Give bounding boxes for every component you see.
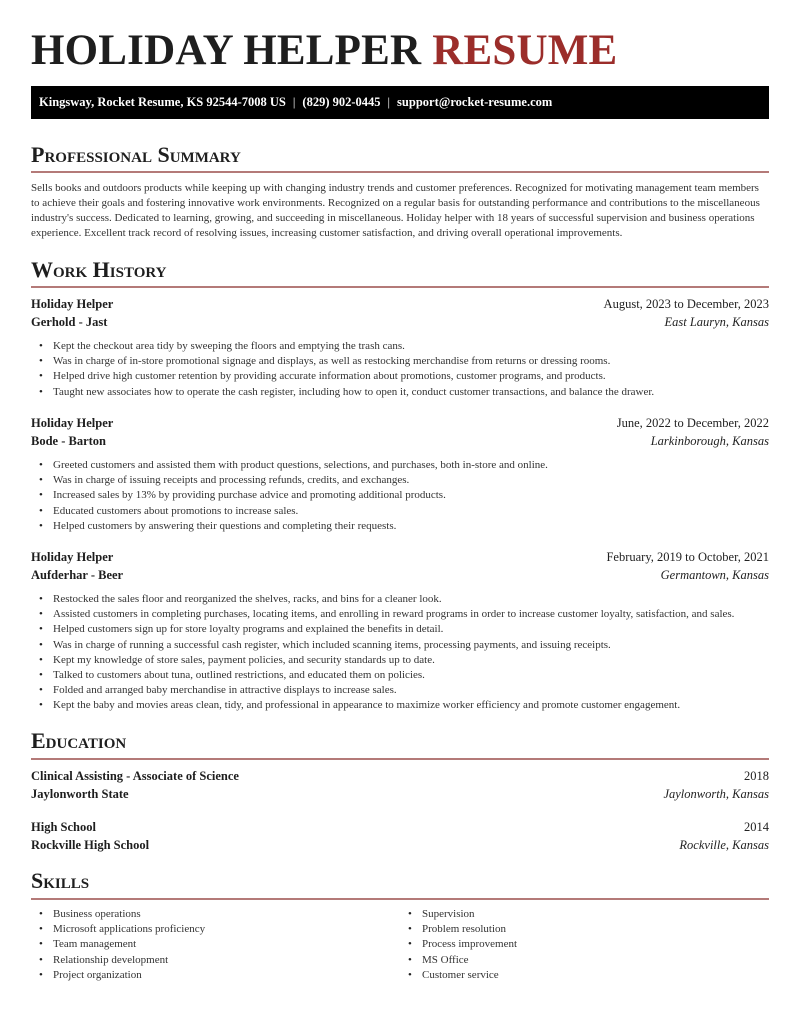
skill-item: • Relationship development [31, 953, 400, 968]
job-title: Holiday Helper [31, 416, 114, 430]
address: Kingsway, Rocket Resume, KS 92544-7008 US [39, 95, 286, 109]
list-item: • Helped customers sign up for store loyalty programs and explained the benefits in detail. [31, 622, 769, 637]
job-location: East Lauryn, Kansas [664, 315, 769, 329]
list-item: • Kept the baby and movies areas clean, tidy, and professional in appearance to maximize worker efficiency and promote customer engagement. [31, 698, 769, 713]
year: 2018 [744, 769, 769, 783]
job-entry [31, 548, 769, 714]
list-item: • Taught new associates how to operate the cash register, including how to open it, conduct customer transactions, and balance the drawer. [31, 385, 769, 400]
job-dates: June, 2022 to December, 2022 [616, 416, 769, 430]
job-title: Holiday Helper [31, 550, 114, 564]
company: Aufderhar - Beer [31, 568, 124, 582]
skill-item: • Customer service [400, 968, 769, 983]
education-entry [31, 767, 769, 803]
list-item: • Talked to customers about tuna, outlined restrictions, and educated them on policies. [31, 668, 769, 683]
list-item: • Greeted customers and assisted them with product questions, selections, and purchases, both in-store and online. [31, 458, 769, 473]
divider [31, 758, 769, 760]
job-bullets [31, 592, 769, 714]
skills-list [31, 907, 769, 983]
job-bullets [31, 458, 769, 534]
skill-item: • Process improvement [400, 937, 769, 952]
summary-heading: Professional Summary [31, 142, 241, 167]
job-title: Holiday Helper [31, 297, 114, 311]
education-heading: Education [31, 728, 127, 753]
list-item: • Assisted customers in completing purchases, locating items, and enrolling in reward programs in order to increase customer loyalty, satisfaction, and sales. [31, 607, 769, 622]
job-bullets [31, 339, 769, 400]
skill-item: • Business operations [31, 907, 400, 922]
list-item: • Increased sales by 13% by providing purchase advice and promoting additional products. [31, 488, 769, 503]
skill-item: • Problem resolution [400, 922, 769, 937]
list-item: • Educated customers about promotions to increase sales. [31, 504, 769, 519]
phone: (829) 902-0445 [302, 95, 381, 109]
job-location: Larkinborough, Kansas [650, 434, 769, 448]
degree: Clinical Assisting - Associate of Science [31, 769, 239, 783]
skills-column-left [31, 907, 400, 983]
degree: High School [31, 820, 96, 834]
title-accent: RESUME [432, 27, 618, 74]
year: 2014 [744, 820, 769, 834]
divider [31, 171, 769, 173]
work-history-heading: Work History [31, 257, 167, 282]
list-item: • Helped customers by answering their questions and completing their requests. [31, 519, 769, 534]
skills-heading: Skills [31, 868, 90, 893]
email[interactable]: support@rocket-resume.com [397, 95, 553, 109]
job-entry [31, 414, 769, 534]
list-item: • Folded and arranged baby merchandise in attractive displays to increase sales. [31, 683, 769, 698]
contact-bar [31, 86, 769, 119]
skill-item: • Project organization [31, 968, 400, 983]
job-dates: February, 2019 to October, 2021 [606, 550, 769, 564]
skills-column-right [400, 907, 769, 983]
skill-item: • MS Office [400, 953, 769, 968]
company: Gerhold - Jast [31, 315, 108, 329]
title-main: HOLIDAY HELPER [31, 27, 422, 74]
skill-item: • Supervision [400, 907, 769, 922]
list-item: • Helped drive high customer retention by providing accurate information about promotions, customer programs, and products. [31, 369, 769, 384]
resume-title [31, 26, 769, 76]
school: Jaylonworth State [31, 787, 129, 801]
location: Rockville, Kansas [679, 838, 769, 852]
job-dates: August, 2023 to December, 2023 [603, 297, 769, 311]
divider [31, 898, 769, 900]
list-item: • Was in charge of issuing receipts and processing refunds, credits, and exchanges. [31, 473, 769, 488]
summary-text: Sells books and outdoors products while keeping up with changing industry trends and customer preferences. Recognized for motivating management team members to achieve their goals and fostering innovative work environments. Recognized on a regular basis for outstanding performance and contributions to the miscellaneous industry's success. Dedicated to learning, growing, and succeeding in miscellaneous. Holiday helper with 18 years of successful supervision and business operations experience. Excellent track record of resolving issues, increasing customer satisfaction, and driving overall operational improvements. [31, 182, 760, 239]
skill-item: • Team management [31, 937, 400, 952]
list-item: • Kept the checkout area tidy by sweeping the floors and emptying the trash cans. [31, 339, 769, 354]
separator: | [292, 95, 296, 109]
list-item: • Kept my knowledge of store sales, payment policies, and security standards up to date. [31, 653, 769, 668]
job-location: Germantown, Kansas [660, 568, 769, 582]
separator: | [387, 95, 391, 109]
location: Jaylonworth, Kansas [663, 787, 769, 801]
list-item: • Was in charge of running a successful cash register, which included scanning items, processing payments, and issuing receipts. [31, 638, 769, 653]
company: Bode - Barton [31, 434, 106, 448]
list-item: • Was in charge of in-store promotional signage and displays, as well as restocking merchandise from returns or dressing rooms. [31, 354, 769, 369]
school: Rockville High School [31, 838, 150, 852]
skill-item: • Microsoft applications proficiency [31, 922, 400, 937]
divider [31, 286, 769, 288]
education-entry [31, 818, 769, 854]
list-item: • Restocked the sales floor and reorganized the shelves, racks, and bins for a cleaner look. [31, 592, 769, 607]
job-entry [31, 295, 769, 400]
